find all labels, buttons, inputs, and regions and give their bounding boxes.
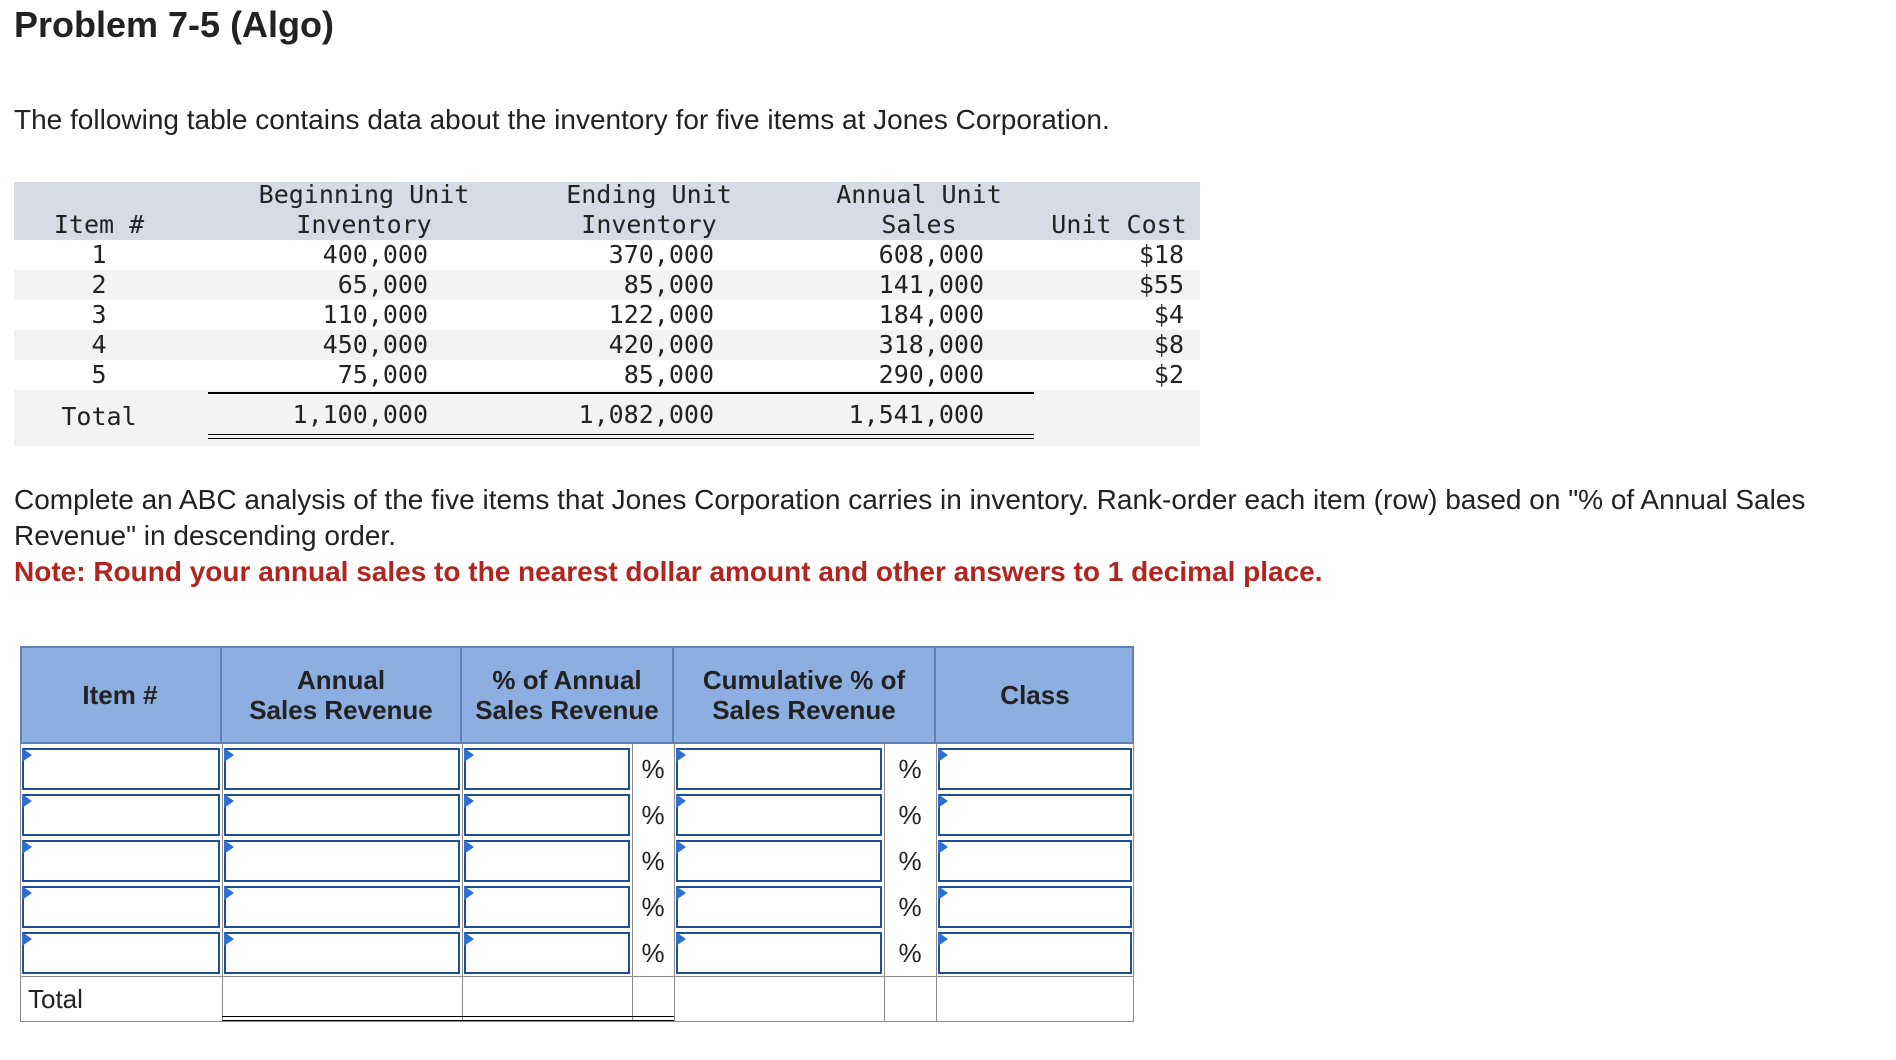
cell-beginning: 450,000 (322, 330, 428, 359)
cell-beginning: 400,000 (322, 240, 428, 269)
cell-beginning: 65,000 (337, 270, 428, 299)
grid-line (936, 744, 937, 1022)
cumulative-input[interactable] (676, 886, 882, 928)
header-class (936, 646, 1134, 744)
grid-line (20, 744, 21, 1022)
percent-label: % (898, 846, 922, 876)
class-input[interactable] (938, 794, 1132, 836)
pct-input[interactable] (464, 932, 630, 974)
total-revenue-double-rule (222, 1016, 674, 1021)
total-beginning: 1,100,000 (292, 400, 428, 429)
total-double-rule (208, 434, 1034, 439)
header-beginning-line1: Beginning Unit (258, 180, 470, 209)
grid-line (222, 744, 223, 1022)
header-item-label: Item # (82, 680, 158, 710)
class-input[interactable] (938, 932, 1132, 974)
header-cumulative-pct (674, 646, 936, 744)
cell-sales: 184,000 (878, 300, 984, 329)
header-revenue-line2: Sales Revenue (249, 695, 433, 725)
header-ending-line1: Ending Unit (566, 180, 732, 209)
header-pct-line1: % of Annual (492, 665, 642, 695)
revenue-input[interactable] (224, 748, 460, 790)
header-sales-line2: Sales (881, 210, 957, 239)
revenue-input[interactable] (224, 886, 460, 928)
percent-label: % (898, 754, 922, 784)
answer-row (20, 746, 1134, 792)
cell-cost: $2 (1153, 360, 1184, 389)
cell-item: 3 (91, 300, 107, 329)
rounding-note: Note: Round your annual sales to the nearest dollar amount and other answers to 1 decimal place. (14, 556, 1323, 587)
header-unit-cost: Unit Cost (1051, 210, 1187, 239)
abc-answer-table (20, 646, 1134, 1022)
header-pct-line2: Sales Revenue (475, 695, 659, 725)
header-revenue-line1: Annual (296, 665, 386, 695)
instructions: Complete an ABC analysis of the five items that Jones Corporation carries in inventory. Rank-order each item (row) based on "% of Annual Sales Revenue" in descending order. (14, 484, 1806, 551)
pct-input[interactable] (464, 748, 630, 790)
header-item (20, 646, 222, 744)
grid-line (884, 744, 885, 1022)
percent-label: % (898, 800, 922, 830)
revenue-input[interactable] (224, 794, 460, 836)
cell-ending: 370,000 (608, 240, 714, 269)
cell-item: 2 (91, 270, 107, 299)
percent-label: % (898, 892, 922, 922)
cumulative-input[interactable] (676, 840, 882, 882)
item-input[interactable] (22, 748, 220, 790)
header-item: Item # (53, 210, 145, 239)
answer-row (20, 792, 1134, 838)
item-input[interactable] (22, 794, 220, 836)
cumulative-input[interactable] (676, 794, 882, 836)
percent-label: % (641, 846, 665, 876)
pct-input[interactable] (464, 840, 630, 882)
header-pct-annual-sales-revenue (462, 646, 674, 744)
cell-sales: 318,000 (878, 330, 984, 359)
answer-total-label: Total (28, 984, 83, 1014)
percent-label: % (641, 892, 665, 922)
item-input[interactable] (22, 932, 220, 974)
cell-beginning: 110,000 (322, 300, 428, 329)
grid-line (462, 744, 463, 1022)
cell-sales: 141,000 (878, 270, 984, 299)
total-sales: 1,541,000 (848, 400, 984, 429)
grid-line (674, 744, 675, 1022)
cell-sales: 608,000 (878, 240, 984, 269)
cell-ending: 85,000 (623, 360, 714, 389)
inventory-data-table (14, 182, 1200, 446)
revenue-input[interactable] (224, 932, 460, 974)
item-input[interactable] (22, 886, 220, 928)
percent-label: % (641, 938, 665, 968)
cumulative-input[interactable] (676, 932, 882, 974)
header-ending-line2: Inventory (581, 210, 717, 239)
header-beginning-line2: Inventory (296, 210, 432, 239)
cell-ending: 85,000 (623, 270, 714, 299)
grid-line (632, 744, 633, 1022)
cell-item: 5 (91, 360, 107, 389)
grid-line (20, 1021, 1134, 1022)
class-input[interactable] (938, 886, 1132, 928)
pct-input[interactable] (464, 886, 630, 928)
cell-ending: 122,000 (608, 300, 714, 329)
cell-cost: $55 (1138, 270, 1184, 299)
answer-row (20, 930, 1134, 976)
revenue-input[interactable] (224, 840, 460, 882)
intro-text: The following table contains data about the inventory for five items at Jones Corporation. (14, 104, 1110, 135)
header-class-label: Class (1000, 680, 1070, 710)
class-input[interactable] (938, 840, 1132, 882)
cumulative-input[interactable] (676, 748, 882, 790)
page-title: Problem 7-5 (Algo) (14, 4, 335, 45)
class-input[interactable] (938, 748, 1132, 790)
grid-line (1133, 744, 1134, 1022)
subtotal-rule (208, 392, 1034, 394)
header-cum-line1: Cumulative % of (702, 665, 906, 695)
cell-cost: $18 (1138, 240, 1184, 269)
header-cum-line2: Sales Revenue (712, 695, 896, 725)
cell-ending: 420,000 (608, 330, 714, 359)
item-input[interactable] (22, 840, 220, 882)
cell-cost: $4 (1153, 300, 1184, 329)
total-ending: 1,082,000 (578, 400, 714, 429)
cell-item: 1 (91, 240, 107, 269)
percent-label: % (641, 800, 665, 830)
answer-row (20, 838, 1134, 884)
cell-cost: $8 (1153, 330, 1184, 359)
header-sales-line1: Annual Unit (836, 180, 1002, 209)
cell-sales: 290,000 (878, 360, 984, 389)
cell-beginning: 75,000 (337, 360, 428, 389)
cell-item: 4 (91, 330, 107, 359)
percent-label: % (898, 938, 922, 968)
pct-input[interactable] (464, 794, 630, 836)
header-annual-sales-revenue (222, 646, 462, 744)
grid-line (20, 976, 1134, 977)
percent-label: % (641, 754, 665, 784)
total-label: Total (61, 402, 137, 431)
answer-row (20, 884, 1134, 930)
